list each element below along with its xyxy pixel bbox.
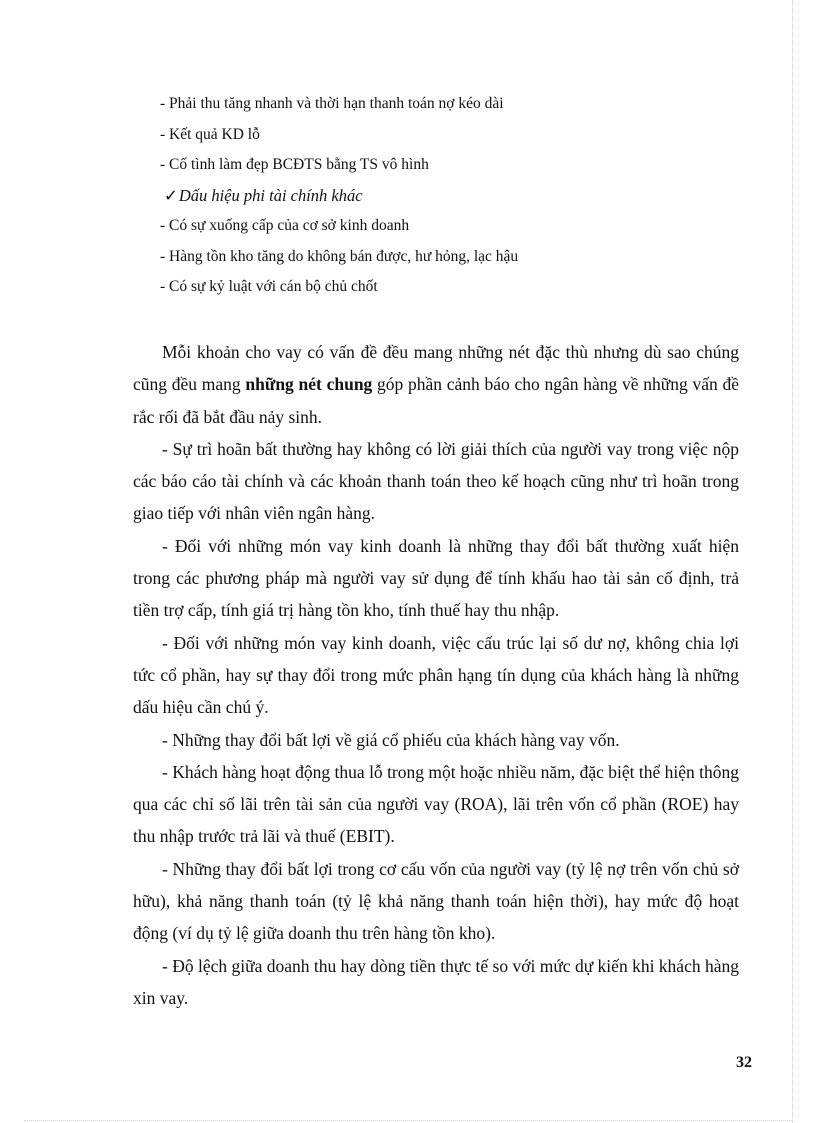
- paragraph: - Đối với những món vay kinh doanh là những thay đổi bất thường xuất hiện trong các phương pháp mà người vay sử dụng để tính khấu hao tài sản cố định, trả tiền trợ cấp, tính giá trị hàng tồn kho, tính thuế hay thu nhập.: [133, 535, 739, 621]
- checkmark-icon: ✓: [164, 185, 178, 205]
- intro-text: Mỗi khoản cho vay có vấn đề đều mang những nét đặc thù nhưng dù sao chúng cũng đều mang: [133, 342, 739, 395]
- paragraph: - Đối với những món vay kinh doanh, việc cấu trúc lại số dư nợ, không chia lợi tức cổ phần, hay sự thay đổi trong mức phân hạng tín dụng của khách hàng là những dấu hiệu cần chú ý.: [133, 632, 739, 718]
- page-number: 32: [736, 1054, 752, 1071]
- warning-signs-list: [160, 92, 720, 306]
- intro-paragraph: [133, 336, 739, 433]
- body-text: [133, 336, 739, 1014]
- list-subheading: [160, 184, 720, 215]
- list-item: - Phải thu tăng nhanh và thời hạn thanh toán nợ kéo dài: [160, 95, 504, 112]
- list-subheading-text: Dấu hiệu phi tài chính khác: [178, 185, 363, 205]
- paragraph: - Khách hàng hoạt động thua lỗ trong một hoặc nhiều năm, đặc biệt thể hiện thông qua các chỉ số lãi trên tài sản của người vay (ROA), lãi trên vốn cổ phần (ROE) hay thu nhập trước trả lãi và thuế (EBIT).: [133, 761, 739, 847]
- list-item: - Có sự kỷ luật với cán bộ chủ chốt: [160, 278, 378, 295]
- list-item: - Hàng tồn kho tăng do không bán được, hư hỏng, lạc hậu: [160, 247, 519, 265]
- paragraph: - Sự trì hoãn bất thường hay không có lời giải thích của người vay trong việc nộp các báo cáo tài chính và các khoản thanh toán theo kế hoạch cũng như trì hoãn trong giao tiếp với nhân viên ngân hàng.: [133, 438, 739, 524]
- page-border-bottom: [24, 1120, 792, 1121]
- page-border-right: [792, 0, 793, 1123]
- list-item: - Có sự xuống cấp của cơ sở kinh doanh: [160, 217, 410, 234]
- intro-emphasis: những nét chung: [245, 374, 373, 395]
- intro-text-end: góp phần cảnh báo cho ngân hàng về những vấn đề rắc rối đã bắt đầu nảy sinh.: [133, 374, 739, 427]
- paragraph: - Những thay đổi bất lợi trong cơ cấu vốn của người vay (tỷ lệ nợ trên vốn chủ sở hữu), khả năng thanh toán (tỷ lệ khả năng thanh toán hiện thời), hay mức độ hoạt động (ví dụ tỷ lệ giữa doanh thu trên hàng tồn kho).: [133, 858, 739, 944]
- paragraph: - Những thay đổi bất lợi về giá cổ phiếu của khách hàng vay vốn.: [162, 729, 620, 750]
- list-item: - Kết quả KD lỗ: [160, 125, 260, 143]
- paragraph: - Độ lệch giữa doanh thu hay dòng tiền thực tế so với mức dự kiến khi khách hàng xin vay.: [133, 955, 739, 1008]
- list-item: - Cố tình làm đẹp BCĐTS bằng TS vô hình: [160, 156, 429, 173]
